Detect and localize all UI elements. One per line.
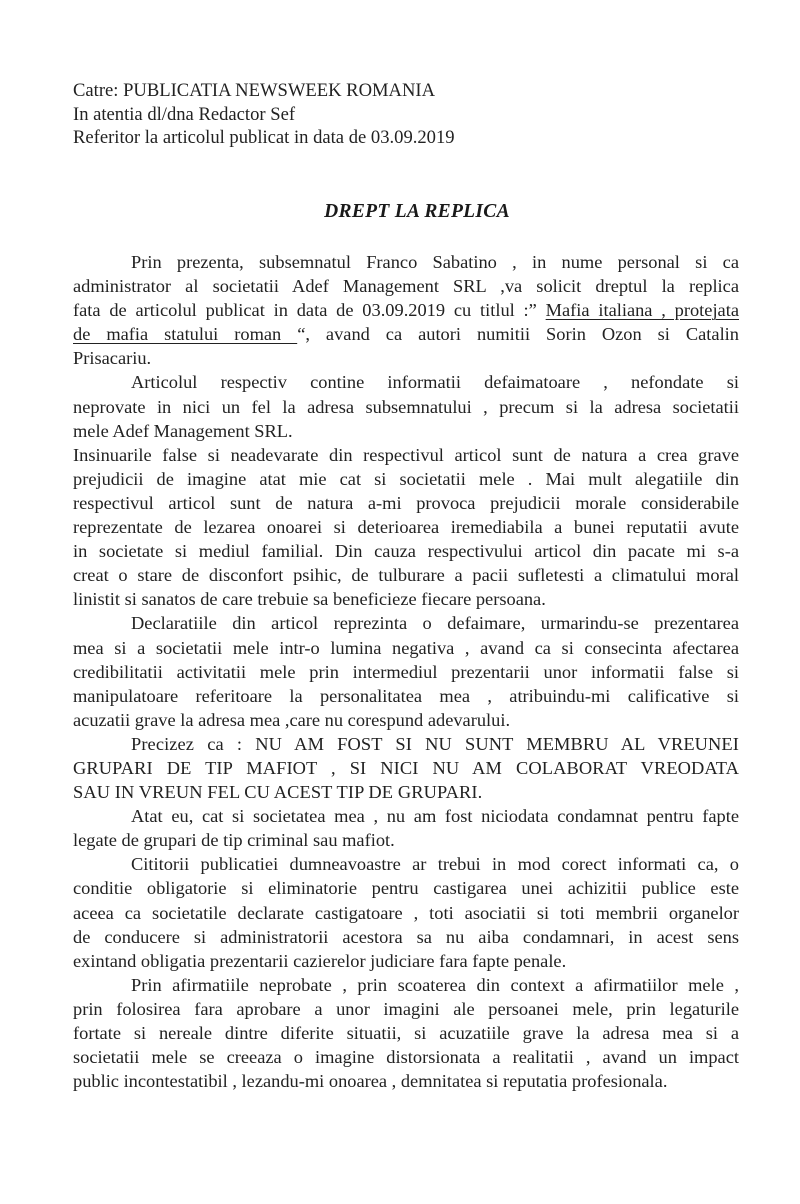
paragraph-4 <box>73 611 739 731</box>
text-fragment: “, avand ca autori numitii Sorin Ozon si Catalin <box>297 324 739 345</box>
text-line: in societate si mediul familial. Din cauza respectivului articol din pacate mi s-a <box>73 541 739 562</box>
text-line: linistit si sanatos de care trebuie sa beneficieze fiecare persoana. <box>73 589 546 610</box>
text-line: mele Adef Management SRL. <box>73 420 293 441</box>
text-line: manipulatoare referitoare la personalitatea mea , atribuindu-mi calificative si <box>73 685 739 706</box>
text-line: de conducere si administratorii acestora sa nu aiba condamnari, in acest sens <box>73 926 739 947</box>
text-line: conditie obligatorie si eliminatorie pentru castigarea unei achizitii publice este <box>73 878 739 899</box>
attention-line: In atentia dl/dna Redactor Sef <box>73 103 296 125</box>
text-line: creat o stare de disconfort psihic, de tulburare a pacii sufletesti a climatului moral <box>73 565 739 586</box>
text-line: legate de grupari de tip criminal sau mafiot. <box>73 830 395 851</box>
article-title-part-1: Mafia italiana , protejata <box>545 300 739 321</box>
paragraph-6 <box>73 804 739 852</box>
text-line: Articolul respectiv contine informatii defaimatoare , nefondate si <box>131 372 739 393</box>
text-line: Insinuarile false si neadevarate din respectivul articol sunt de natura a crea grave <box>73 444 739 465</box>
paragraph-2 <box>73 370 739 442</box>
paragraph-1 <box>73 250 739 370</box>
text-line: Precizez ca : NU AM FOST SI NU SUNT MEMBRU AL VREUNEI <box>131 733 739 754</box>
text-line: GRUPARI DE TIP MAFIOT , SI NICI NU AM COLABORAT VREODATA <box>73 757 739 778</box>
text-line: exintand obligatia prezentarii cazierelor judiciare fara fapte penale. <box>73 950 567 971</box>
text-line: fortate si nereale dintre diferite situatii, si acuzatiile grave la adresa mea si a <box>73 1023 739 1043</box>
text-line: Declaratiile din articol reprezinta o defaimare, urmarindu-se prezentarea <box>131 613 739 634</box>
text-line: public incontestatibil , lezandu-mi onoarea , demnitatea si reputatia profesionala. <box>73 1071 668 1092</box>
text-line: Atat eu, cat si societatea mea , nu am fost niciodata condamnat pentru fapte <box>131 806 739 827</box>
paragraph-8 <box>73 973 739 1093</box>
text-line: Cititorii publicatiei dumneavoastre ar trebui in mod corect informati ca, o <box>131 854 739 875</box>
text-line: societatii mele se creeaza o imagine distorsionata a realitatii , avand un impact <box>73 1047 739 1068</box>
text-line <box>73 298 739 322</box>
text-line: credibilitatii activitatii mele prin intermediul prezentarii unor informatii false si <box>73 661 739 682</box>
text-line <box>73 322 739 346</box>
text-line: prin folosirea fara aprobare a unor imagini ale persoanei mele, prin legaturile <box>73 998 739 1019</box>
text-line: prejudicii de imagine atat mie cat si societatii mele . Mai mult alegatiile din <box>73 468 739 489</box>
reference-line: Referitor la articolul publicat in data de 03.09.2019 <box>73 127 455 148</box>
document-title: DREPT LA REPLICA <box>324 201 510 222</box>
text-line: administrator al societatii Adef Management SRL ,va solicit dreptul la replica <box>73 276 739 297</box>
text-line: reprezentate de lezarea onoarei si deterioarea iremediabila a bunei reputatii avute <box>73 517 739 538</box>
paragraph-3 <box>73 443 739 612</box>
text-line: SAU IN VREUN FEL CU ACEST TIP DE GRUPARI. <box>73 782 483 803</box>
article-title-part-2: de mafia statului roman <box>73 324 298 345</box>
letter-body <box>73 250 739 1093</box>
recipient-line: Catre: PUBLICATIA NEWSWEEK ROMANIA <box>73 80 436 101</box>
text-line: aceea ca societatile declarate castigatoare , toti asociatii si toti membrii organelor <box>73 902 739 923</box>
paragraph-5-statement <box>73 732 739 804</box>
text-line: acuzatii grave la adresa mea ,care nu corespund adevarului. <box>73 709 511 730</box>
text-line: respectivul articol sunt de natura a-mi provoca prejudicii morale considerabile <box>73 492 739 513</box>
letter-header <box>73 79 673 150</box>
paragraph-7 <box>73 852 739 972</box>
text-line: neprovate in nici un fel la adresa subsemnatului , precum si la adresa societatii <box>73 396 739 417</box>
text-line: Prisacariu. <box>73 348 152 369</box>
text-line: Prin afirmatiile neprobate , prin scoaterea din context a afirmatiilor mele , <box>131 974 739 995</box>
text-fragment: fata de articolul publicat in data de 03.09.2019 cu titlul :” <box>73 300 546 321</box>
text-line: mea si a societatii mele intr-o lumina negativa , avand ca si consecinta afectarea <box>73 637 739 658</box>
text-line: Prin prezenta, subsemnatul Franco Sabatino , in nume personal si ca <box>131 252 739 272</box>
